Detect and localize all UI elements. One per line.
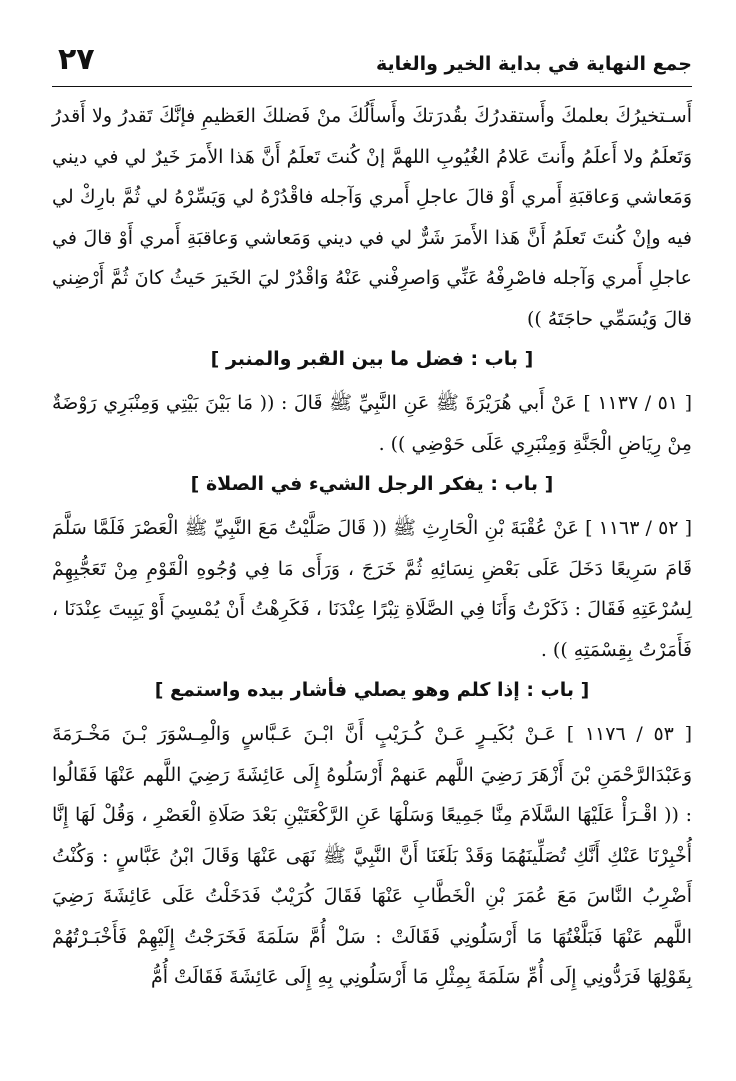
section-heading-gesture-in-prayer: [ باب : إذا كلم وهو يصلي فأشار بيده واستمع ]	[154, 679, 590, 701]
running-title: جمع النهاية في بداية الخير والغاية	[375, 53, 692, 75]
hadith-51: [ ٥١ / ١١٣٧ ] عَنْ أَبي هُرَيْرَةَ ﷺ عَنِ النَّبِيِّ ﷺ قَالَ : (( مَا بَيْنَ بَيْتِي وَمِنْبَرِي رَوْضَةٌ مِنْ رِيَاضِ الْجَنَّةِ وَمِنْبَرِي عَلَى حَوْضِي )) .	[52, 392, 693, 455]
paragraph-prayer-text: أَسـتخيرُكَ بعلمكَ وأَستقدرُكَ بقُدرَتكَ وأَسأَلُكَ منْ فَضلكَ العَظيمِ فإنَّكَ تَقدرُ ولا أَقدرُ وَتَعلَمُ ولا أَعلَمُ وأَنتَ عَلامُ الغُيُوبِ اللهمَّ إنْ كُنتَ تَعلَمُ أَنَّ هَذا الأَمرَ خَيرٌ لي في ديني وَمَعاشي وَعاقبَةِ أَمري أَوْ قالَ عاجلِ أَمري وَآجله فاقْدُرْهُ لي وَيَسِّرْهُ لي ثُمَّ بارِكْ لي فيه وإنْ كُنتَ تَعلَمُ أَنَّ هَذا الأَمرَ شَرٌّ لي في ديني وَمَعاشي وَعاقبَةِ أَمري أَوْ قالَ في عاجلِ أَمري وَآجله فاصْرِفْهُ عَنِّي وَاصرِفْني عَنْهُ وَاقْدُرْ ليَ الخَيرَ حَيثُ كانَ ثُمَّ أَرْضِني قالَ وَيُسَمِّي حاجَتَهُ ))	[52, 105, 692, 330]
page-body	[52, 96, 692, 998]
hadith-52: [ ٥٢ / ١١٦٣ ] عَنْ عُقْبَةَ بْنِ الْحَارِثِ ﷺ (( قَالَ صَلَّيْتُ مَعَ النَّبِيِّ ﷺ الْعَصْرَ فَلَمَّا سَلَّمَ قَامَ سَرِيعًا دَخَلَ عَلَى بَعْضِ نِسَائِهِ ثُمَّ خَرَجَ ، وَرَأَى مَا فِي وُجُوهِ الْقَوْمِ مِنْ تَعَجُّبِهِمْ لِسُرْعَتِهِ فَقَالَ : ذَكَرْتُ وَأَنَا فِي الصَّلَاةِ تِبْرًا عِنْدَنَا ، فَكَرِهْتُ أَنْ يُمْسِيَ أَوْ يَبِيتَ عِنْدَنَا ، فَأَمَرْتُ بِقِسْمَتِهِ )) .	[52, 517, 692, 661]
hadith-53: [ ٥٣ / ١١٧٦ ] عَـنْ بُكَيـرٍ عَـنْ كُـرَيْبٍ أَنَّ ابْـنَ عَـبَّاسٍ وَالْمِـسْوَرَ بْـنَ مَخْـرَمَةَ وَعَبْدَالرَّحْمَنِ بْنَ أَزْهَرَ رَضِيَ اللَّهم عَنهمْ أَرْسَلُوهُ إِلَى عَائِشَةَ رَضِيَ اللَّهم عَنْهَا فَقَالُوا : (( اقْـرَأْ عَلَيْهَا السَّلَامَ مِنَّا جَمِيعًا وَسَلْهَا عَنِ الرَّكْعَتَيْنِ بَعْدَ صَلَاةِ الْعَصْرِ ، وَقُلْ لَهَا إِنَّا أُخْبِرْنَا عَنْكِ أَنَّكِ تُصَلِّينَهُمَا وَقَدْ بَلَغَنَا أَنَّ النَّبِيَّ ﷺ نَهَى عَنْهَا وَقَالَ ابْنُ عَبَّاسٍ : وَكُنْتُ أَضْرِبُ النَّاسَ مَعَ عُمَرَ بْنِ الْخَطَّابِ عَنْهَا فَقَالَ كُرَيْبٌ فَدَخَلْتُ عَلَى عَائِشَةَ رَضِيَ اللَّهم عَنْهَا فَبَلَّغْتُهَا مَا أَرْسَلُونِي فَقَالَتْ : سَلْ أُمَّ سَلَمَةَ فَخَرَجْتُ إِلَيْهِمْ فَأَخْبَـرْتُهُمْ بِقَوْلِهَا فَرَدُّونِي إِلَى أُمِّ سَلَمَةَ بِمِثْلِ مَا أَرْسَلُونِي بِهِ إِلَى عَائِشَةَ فَقَالَتْ أُمُّ	[52, 723, 693, 988]
page-header	[52, 36, 692, 87]
section-heading-thinking-in-prayer: [ باب : يفكر الرجل الشيء في الصلاة ]	[190, 473, 554, 495]
page-number: ٢٧	[58, 42, 95, 77]
section-heading-grave-pulpit: [ باب : فضل ما بين القبر والمنبر ]	[210, 348, 534, 370]
